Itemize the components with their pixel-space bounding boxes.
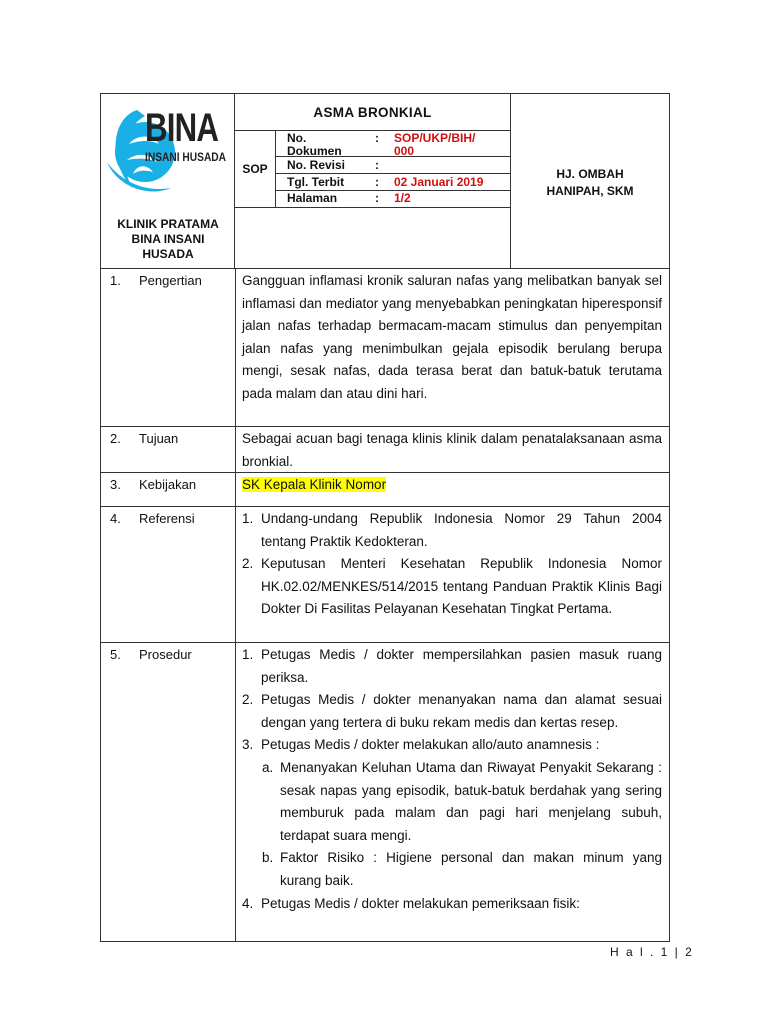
- section-row-tujuan: [100, 426, 670, 472]
- logo-wordmark: BINA: [145, 106, 219, 150]
- meta-colon: :: [375, 131, 379, 145]
- meta-colon: :: [375, 175, 379, 189]
- section-label: Prosedur: [139, 647, 192, 662]
- page-footer: H a l . 1 | 2: [610, 945, 694, 959]
- section-text: Sebagai acuan bagi tenaga klinis klinik dalam penatalaksanaan asma bronkial.: [242, 431, 662, 469]
- signer-cell: [510, 93, 670, 269]
- signer-name-line: HANIPAH, SKM: [546, 184, 634, 198]
- logo-subtitle: INSANI HUSADA: [145, 150, 227, 164]
- section-label: Referensi: [139, 511, 195, 526]
- clinic-name-line: KLINIK PRATAMA: [117, 217, 219, 231]
- table-bottom-border: [100, 941, 670, 942]
- meta-key: Dokumen: [287, 144, 342, 158]
- sop-label: SOP: [242, 162, 268, 176]
- section-label: Pengertian: [139, 273, 202, 288]
- section-row-pengertian: [100, 268, 670, 426]
- section-number: 3.: [110, 477, 121, 492]
- clinic-name-line: BINA INSANI: [131, 232, 205, 246]
- list-item: 1. Petugas Medis / dokter mempersilahkan pasien masuk ruang periksa.: [242, 647, 662, 685]
- section-label: Kebijakan: [139, 477, 197, 492]
- meta-key: Tgl. Terbit: [287, 175, 345, 189]
- section-row-prosedur: [100, 642, 670, 941]
- meta-value: SOP/UKP/BIH/: [394, 131, 476, 145]
- meta-colon: :: [375, 158, 379, 172]
- section-row-referensi: [100, 506, 670, 642]
- section-label: Tujuan: [139, 431, 179, 446]
- list-item: 2. Keputusan Menteri Kesehatan Republik Indonesia Nomor HK.02.02/MENKES/514/2015 tentang Panduan Praktik Klinis Bagi Dokter Di Fasilitas Pelayanan Kesehatan Tingkat Pertama.: [242, 556, 662, 617]
- meta-value: 1/2: [394, 191, 411, 205]
- list-item: 3. Petugas Medis / dokter melakukan allo/auto anamnesis :: [242, 737, 600, 753]
- document-title: ASMA BRONKIAL: [313, 105, 432, 120]
- section-number: 4.: [110, 511, 121, 526]
- sub-list-item: a. Menanyakan Keluhan Utama dan Riwayat Penyakit Sekarang : sesak napas yang episodik, batuk-batuk berdahak yang sering memburuk pada malam dan pagi hari menjelang subuh, terdapat suara mengi.: [262, 759, 662, 843]
- policy-text-highlighted: SK Kepala Klinik Nomor: [242, 477, 387, 492]
- meta-key: No. Revisi: [287, 158, 346, 172]
- section-number: 5.: [110, 647, 121, 662]
- meta-colon: :: [375, 191, 379, 205]
- list-item: 2. Petugas Medis / dokter menanyakan nama dan alamat sesuai dengan yang tertera di buku rekam medis dan kertas resep.: [242, 692, 662, 730]
- signer-name-line: HJ. OMBAH: [556, 167, 624, 181]
- section-number: 2.: [110, 431, 121, 446]
- sub-list-item: b. Faktor Risiko : Higiene personal dan makan minum yang kurang baik.: [262, 850, 662, 888]
- meta-value: 02 Januari 2019: [394, 175, 484, 189]
- meta-key: No.: [287, 131, 307, 145]
- list-item: 1. Undang-undang Republik Indonesia Nomor 29 Tahun 2004 tentang Praktik Kedokteran.: [242, 511, 662, 549]
- section-text: Gangguan inflamasi kronik saluran nafas yang melibatkan banyak sel inflamasi dan mediator yang menyebabkan peningkatan hiperesponsif jalan nafas terhadap bermacam-macam stimulus dan penyempitan jalan nafas yang menimbulkan gejala episodik berulang berupa mengi, sesak nafas, dada terasa berat dan batuk-batuk terutama pada malam dan atau dini hari.: [242, 273, 662, 401]
- list-item: 4. Petugas Medis / dokter melakukan pemeriksaan fisik:: [242, 895, 580, 911]
- document-meta: [275, 130, 511, 208]
- sop-cell: [234, 130, 276, 208]
- meta-key: Halaman: [287, 191, 338, 205]
- meta-value: 000: [394, 144, 415, 158]
- section-row-kebijakan: [100, 472, 670, 506]
- document-title-cell: [234, 93, 511, 131]
- clinic-name-cell: [100, 209, 235, 269]
- section-number: 1.: [110, 273, 121, 288]
- blank-cell: [234, 207, 511, 269]
- clinic-name-line: HUSADA: [142, 247, 194, 261]
- logo-cell: [100, 93, 235, 209]
